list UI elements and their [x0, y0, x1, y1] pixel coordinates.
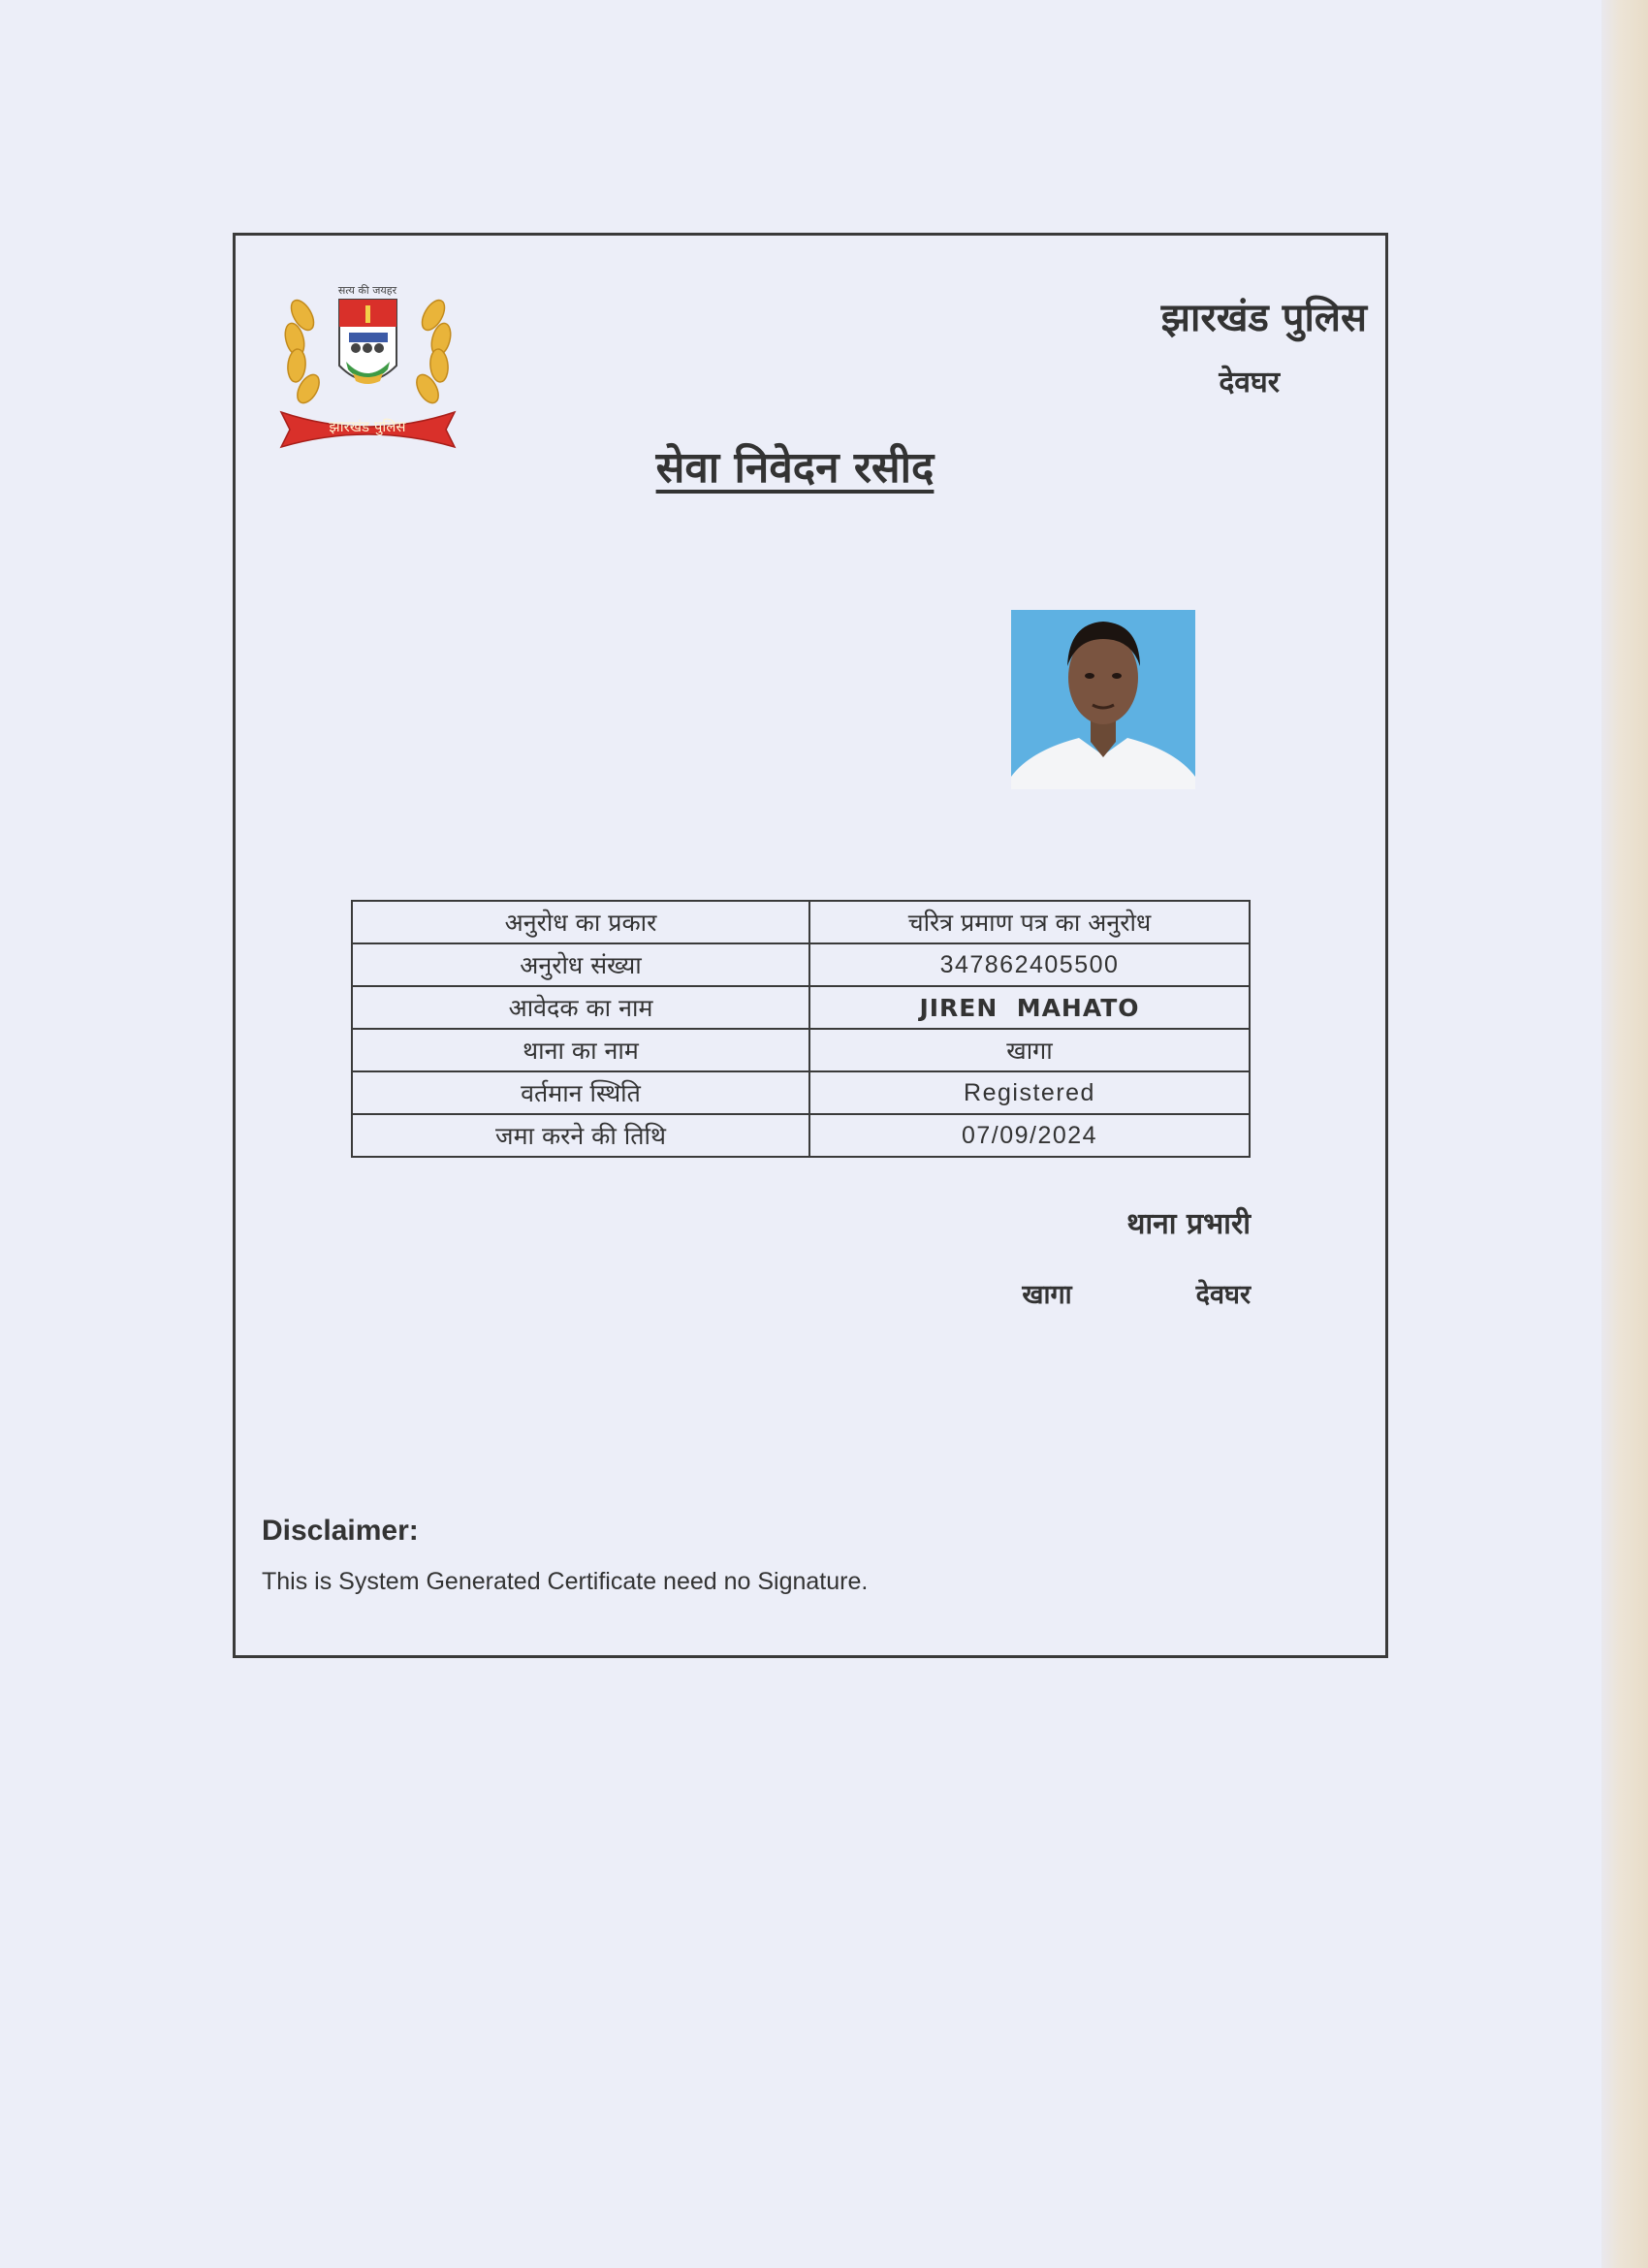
emblem-ribbon-text: झारखंड पुलिस [329, 418, 406, 435]
row-value-submission-date: 07/09/2024 [809, 1114, 1250, 1157]
scan-paper-edge [1601, 0, 1648, 2268]
emblem-motto-top: सत्य की जयहर [337, 284, 397, 297]
row-label-request-type: अनुरोध का प्रकार [352, 901, 809, 943]
request-details-table [351, 900, 1251, 1158]
officer-designation: थाना प्रभारी [1126, 1207, 1251, 1241]
row-value-applicant-name: JIREN MAHATO [809, 986, 1250, 1029]
row-label-current-status: वर्तमान स्थिति [352, 1071, 809, 1114]
jharkhand-police-emblem-icon [273, 276, 462, 451]
row-value-current-status: Registered [809, 1071, 1250, 1114]
table-row [352, 901, 1250, 943]
disclaimer-heading: Disclaimer: [262, 1515, 419, 1547]
table-row [352, 1071, 1250, 1114]
table-row [352, 986, 1250, 1029]
disclaimer-text: This is System Generated Certificate need no Signature. [262, 1568, 869, 1595]
row-label-request-number: अनुरोध संख्या [352, 943, 809, 986]
row-label-applicant-name: आवेदक का नाम [352, 986, 809, 1029]
organization-name: झारखंड पुलिस [1160, 296, 1367, 340]
row-value-police-station: खागा [809, 1029, 1250, 1071]
table-row [352, 1029, 1250, 1071]
table-row [352, 1114, 1250, 1157]
district-name: देवघर [1219, 366, 1280, 399]
row-label-police-station: थाना का नाम [352, 1029, 809, 1071]
row-value-request-type: चरित्र प्रमाण पत्र का अनुरोध [809, 901, 1250, 943]
applicant-portrait-icon [1011, 610, 1195, 789]
table-row [352, 943, 1250, 986]
applicant-photo [1011, 610, 1195, 789]
signature-district: देवघर [1195, 1280, 1251, 1310]
row-value-request-number: 347862405500 [809, 943, 1250, 986]
signature-station: खागा [1022, 1280, 1072, 1310]
document-title: सेवा निवेदन रसीद [655, 443, 935, 493]
row-label-submission-date: जमा करने की तिथि [352, 1114, 809, 1157]
